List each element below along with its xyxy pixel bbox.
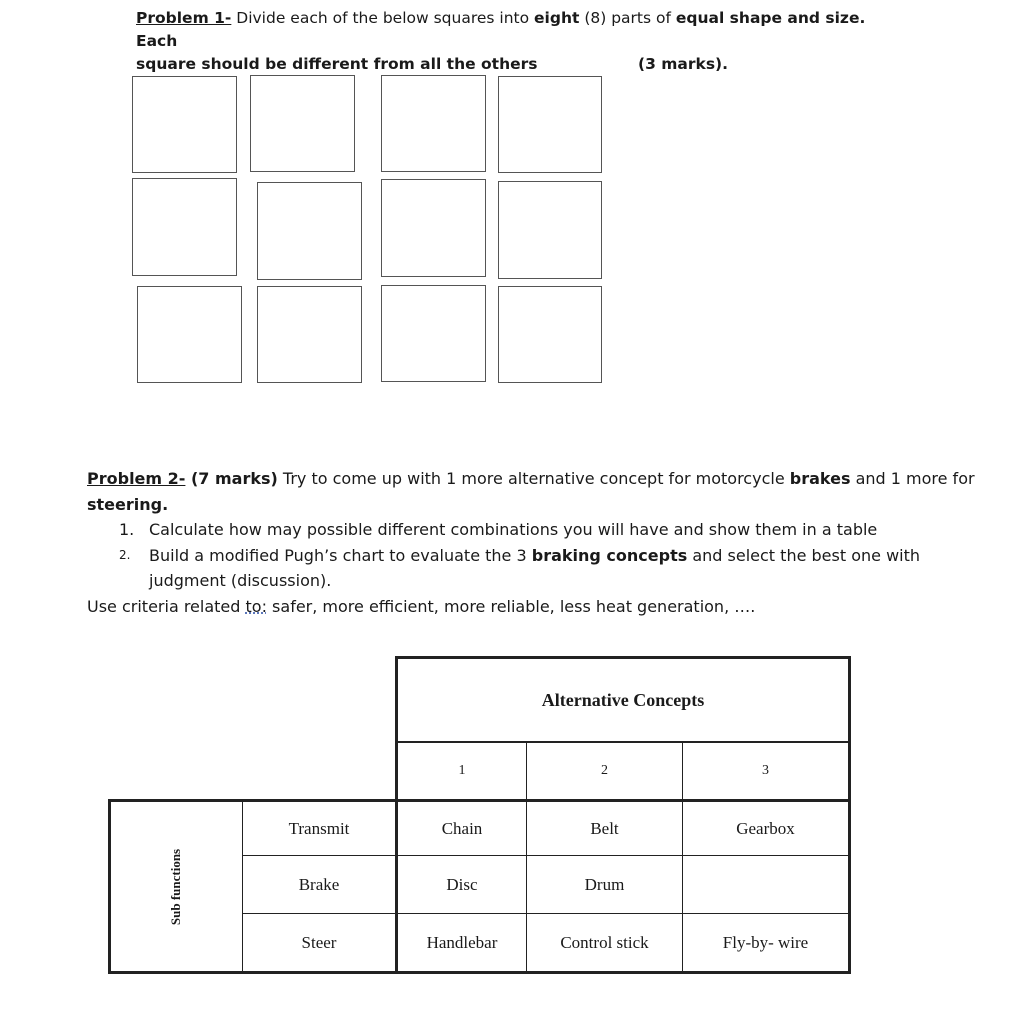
list-item xyxy=(87,543,1007,569)
side-label-cell xyxy=(111,802,242,971)
table-cell xyxy=(527,914,682,971)
table-cell xyxy=(527,802,682,855)
list-item-continuation xyxy=(87,568,1007,594)
table-cell xyxy=(683,802,848,855)
column-number-text: 2 xyxy=(601,763,608,778)
list-number: 2. xyxy=(119,547,131,562)
problem-2-line-1 xyxy=(87,466,1007,492)
problem-2-label: Problem 2- xyxy=(87,469,186,488)
problem-1 xyxy=(136,7,896,76)
list-item-text-b: and select the best one with xyxy=(687,545,921,565)
problem-1-line-2-text: square should be different from all the others xyxy=(136,55,538,73)
drawing-square[interactable] xyxy=(381,75,486,172)
cell-text: Control stick xyxy=(560,932,649,952)
list-item-text: Build a modified Pugh’s chart to evaluate the 3 xyxy=(149,545,532,565)
cell-text: Gearbox xyxy=(736,818,795,838)
drawing-square[interactable] xyxy=(498,181,602,279)
criteria-text: Use criteria related xyxy=(87,596,246,616)
table-header-text: Alternative Concepts xyxy=(541,689,705,710)
drawing-square[interactable] xyxy=(381,179,486,277)
drawing-square[interactable] xyxy=(498,286,602,383)
criteria-list: safer, more efficient, more reliable, less heat generation, …. xyxy=(266,596,756,616)
drawing-square[interactable] xyxy=(132,178,237,276)
table-cell xyxy=(398,802,526,855)
drawing-square[interactable] xyxy=(132,76,237,173)
cell-text: Drum xyxy=(584,874,625,894)
problem-1-label: Problem 1- xyxy=(136,9,232,27)
list-number: 1. xyxy=(119,520,135,539)
table-header-alternative-concepts xyxy=(398,659,848,741)
table-cell-empty[interactable] xyxy=(683,856,848,913)
column-number-1 xyxy=(398,743,526,799)
column-number-text: 3 xyxy=(762,763,769,778)
table-cell xyxy=(398,856,526,913)
side-label-sub-functions: Sub functions xyxy=(168,848,184,925)
cell-text: Belt xyxy=(590,818,619,838)
problem-1-text: Divide each of the below squares into xyxy=(231,9,535,27)
cell-text: Handlebar xyxy=(426,932,498,952)
criteria-line xyxy=(87,594,1007,620)
drawing-square[interactable] xyxy=(257,286,362,383)
problem-2-text: Try to come up with 1 more alternative concept for motorcycle xyxy=(277,469,790,488)
list-item-bold: braking concepts xyxy=(531,545,688,565)
list-item-text: Calculate how may possible different combinations you will have and show them in a table xyxy=(149,520,878,539)
problem-2 xyxy=(87,466,1007,619)
problem-1-line-2 xyxy=(136,53,896,76)
drawing-square[interactable] xyxy=(381,285,486,382)
list-item xyxy=(87,517,1007,543)
function-label: Brake xyxy=(298,874,340,894)
drawing-square[interactable] xyxy=(498,76,602,173)
column-number-2 xyxy=(527,743,682,799)
table-cell xyxy=(527,856,682,913)
cell-text: Disc xyxy=(446,874,478,894)
function-label: Steer xyxy=(301,932,337,952)
drawing-square[interactable] xyxy=(250,75,355,172)
cell-text: Chain xyxy=(441,818,483,838)
problem-1-bold-equal: equal shape and size. Each xyxy=(136,9,866,50)
column-number-3 xyxy=(683,743,848,799)
problem-1-marks: (3 marks). xyxy=(638,55,729,73)
problem-2-line-2 xyxy=(87,492,1007,518)
problem-2-bold-brakes: brakes xyxy=(789,469,851,488)
table-row-function xyxy=(243,802,395,855)
problem-2-marks: (7 marks) xyxy=(185,469,278,488)
list-item-line-2: judgment (discussion). xyxy=(149,571,332,590)
table-row-function xyxy=(243,856,395,913)
table-cell xyxy=(398,914,526,971)
drawing-square[interactable] xyxy=(257,182,362,280)
problem-1-bold-eight: eight xyxy=(534,9,580,27)
problem-2-text-b: and 1 more for xyxy=(850,469,975,488)
problem-1-text-b: (8) parts of xyxy=(579,9,676,27)
table-row-function xyxy=(243,914,395,971)
function-label: Transmit xyxy=(288,818,350,838)
problem-1-line-1 xyxy=(136,7,896,53)
cell-text: Fly-by- wire xyxy=(722,932,809,952)
criteria-link[interactable]: to: xyxy=(245,596,267,616)
problem-2-bold-steering: steering. xyxy=(87,494,169,514)
column-number-text: 1 xyxy=(458,763,466,778)
drawing-square[interactable] xyxy=(137,286,242,383)
table-cell xyxy=(683,914,848,971)
